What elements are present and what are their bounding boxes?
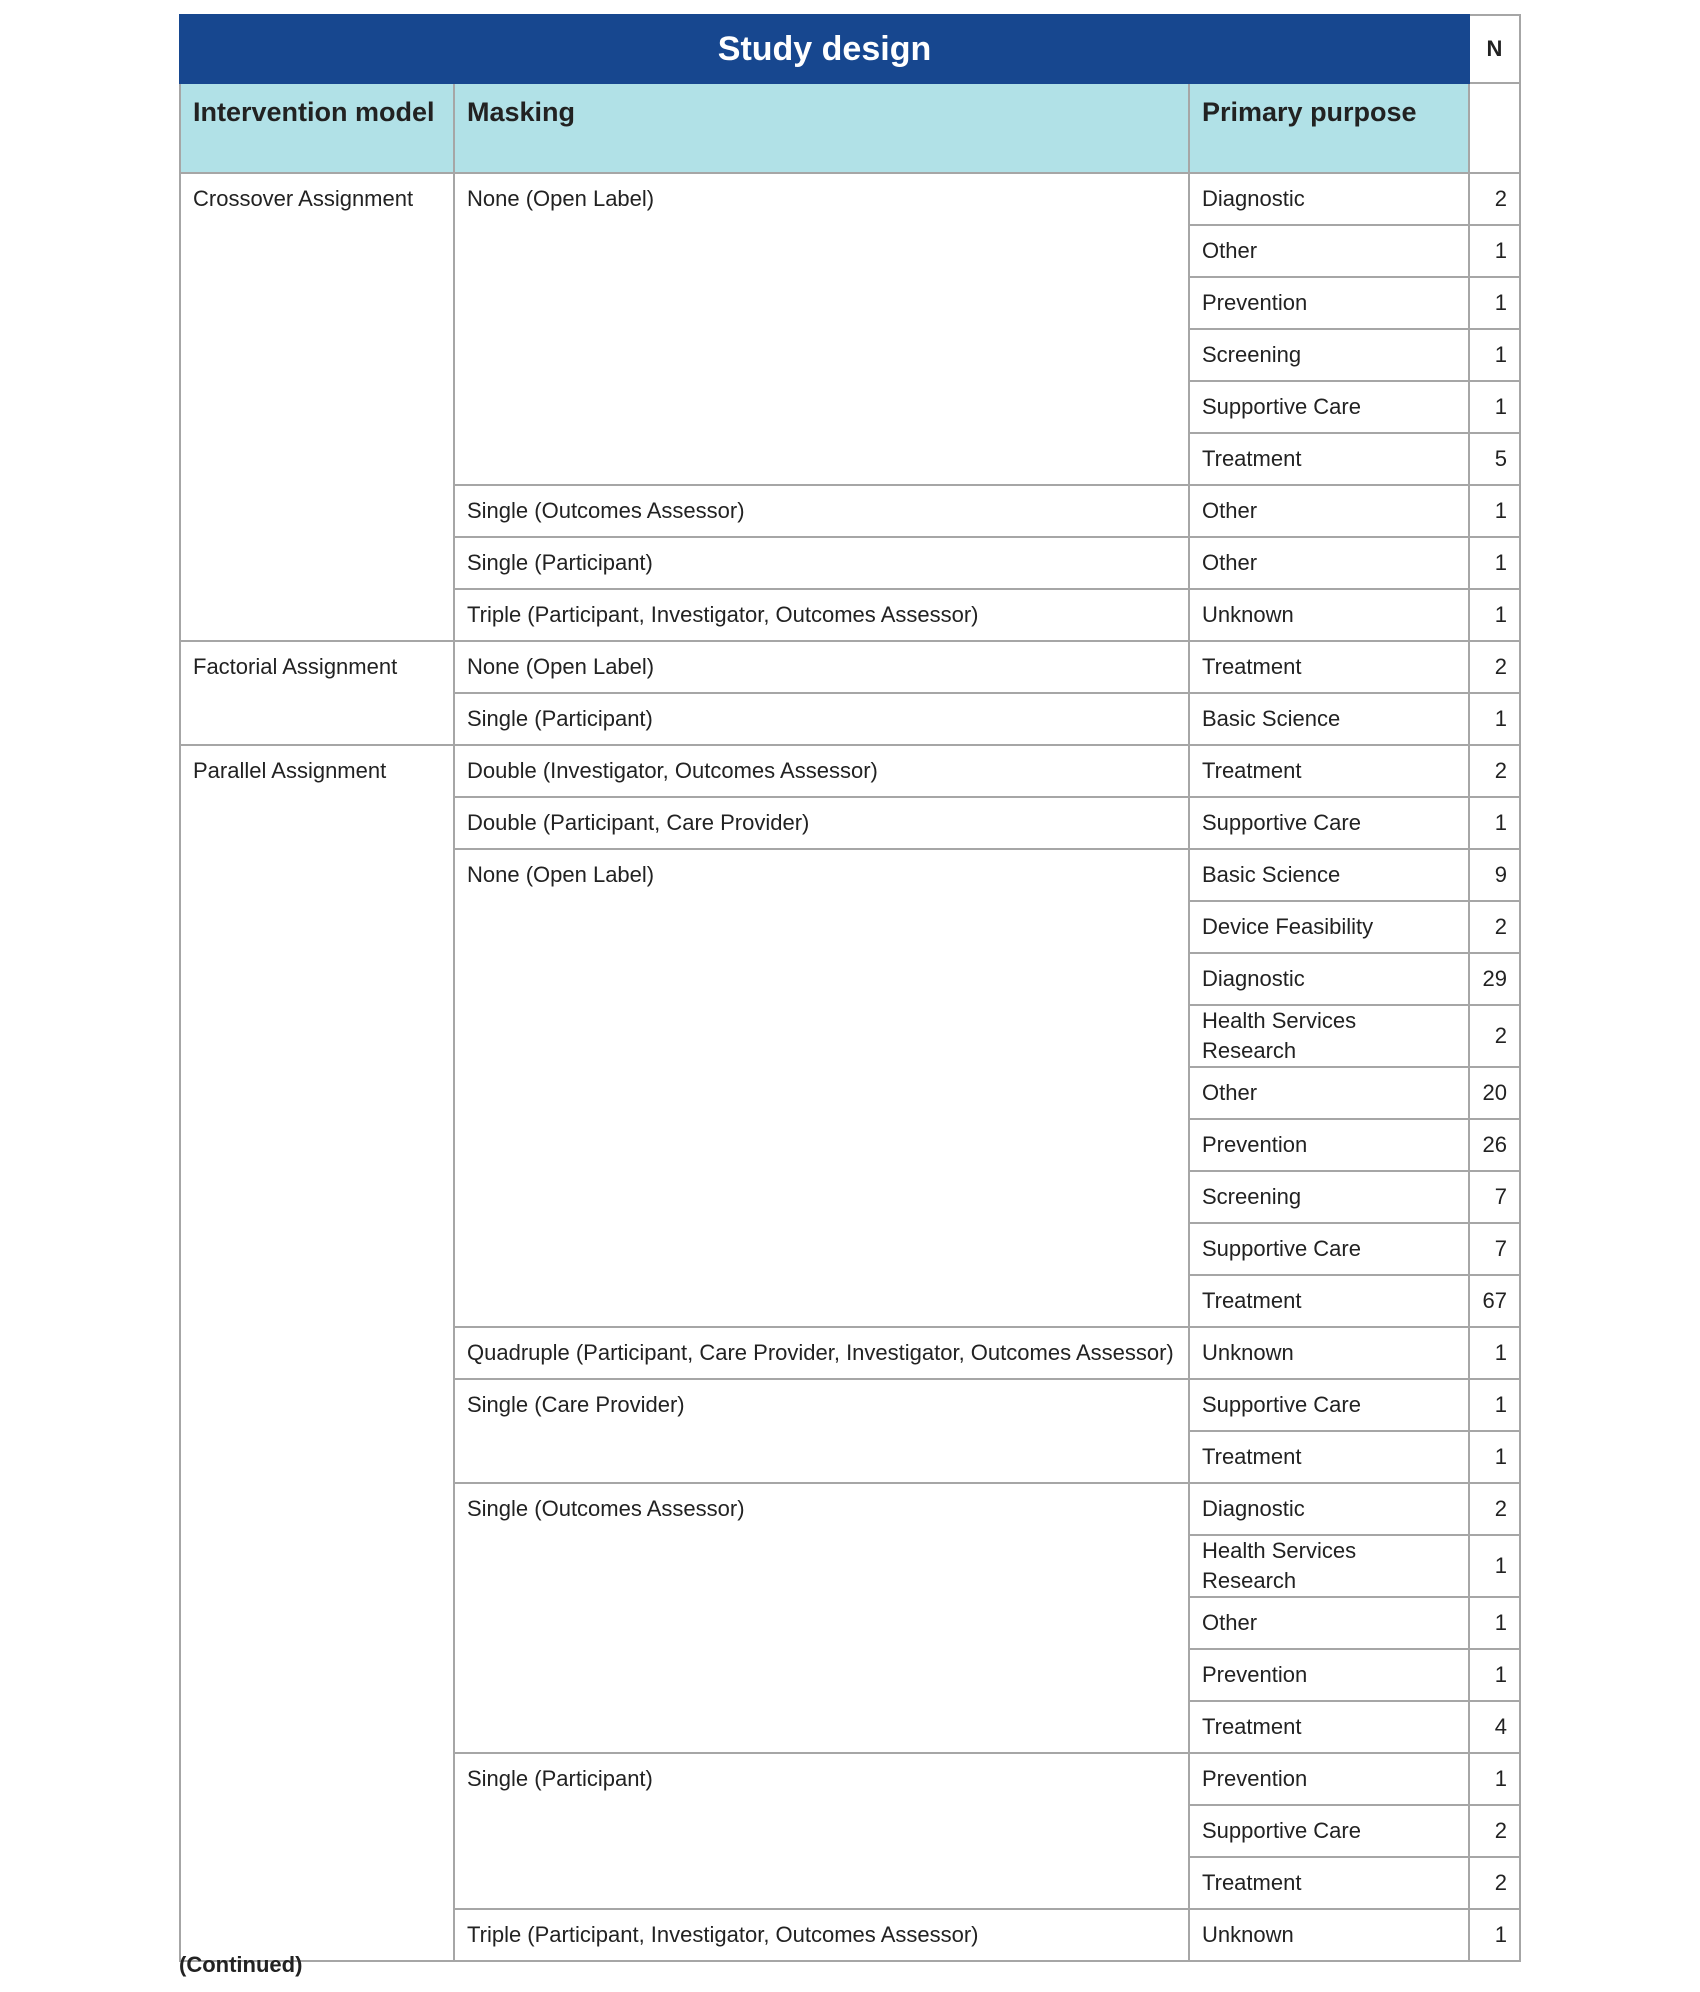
- table-row: [180, 745, 1520, 797]
- primary-purpose-cell: Screening: [1189, 1171, 1469, 1223]
- count-cell: 1: [1469, 1379, 1520, 1431]
- masking-cell: Double (Participant, Care Provider): [454, 797, 1189, 849]
- table-row: [180, 173, 1520, 225]
- primary-purpose-cell: Prevention: [1189, 1753, 1469, 1805]
- count-cell: 2: [1469, 1805, 1520, 1857]
- primary-purpose-cell: Treatment: [1189, 745, 1469, 797]
- primary-purpose-cell: Health Services Research: [1189, 1535, 1469, 1597]
- count-cell: 1: [1469, 381, 1520, 433]
- count-cell: 2: [1469, 1483, 1520, 1535]
- masking-cell: Quadruple (Participant, Care Provider, Investigator, Outcomes Assessor): [454, 1327, 1189, 1379]
- count-cell: 2: [1469, 1857, 1520, 1909]
- masking-cell: None (Open Label): [454, 173, 1189, 485]
- primary-purpose-cell: Other: [1189, 1597, 1469, 1649]
- count-cell: 2: [1469, 641, 1520, 693]
- count-cell: 1: [1469, 1909, 1520, 1961]
- primary-purpose-cell: Unknown: [1189, 1327, 1469, 1379]
- count-cell: 1: [1469, 537, 1520, 589]
- primary-purpose-cell: Other: [1189, 485, 1469, 537]
- primary-purpose-cell: Treatment: [1189, 1701, 1469, 1753]
- primary-purpose-cell: Screening: [1189, 329, 1469, 381]
- primary-purpose-cell: Other: [1189, 225, 1469, 277]
- column-header-masking: Masking: [454, 83, 1189, 173]
- n-column-header: N: [1469, 15, 1520, 83]
- primary-purpose-cell: Prevention: [1189, 1649, 1469, 1701]
- count-cell: 29: [1469, 953, 1520, 1005]
- masking-cell: Triple (Participant, Investigator, Outcomes Assessor): [454, 1909, 1189, 1961]
- masking-cell: Single (Participant): [454, 693, 1189, 745]
- primary-purpose-cell: Supportive Care: [1189, 1379, 1469, 1431]
- table-title: Study design: [180, 15, 1469, 83]
- count-cell: 1: [1469, 485, 1520, 537]
- table-row: [180, 641, 1520, 693]
- intervention-model-cell: Parallel Assignment: [180, 745, 454, 1961]
- count-cell: 1: [1469, 1431, 1520, 1483]
- primary-purpose-cell: Treatment: [1189, 433, 1469, 485]
- primary-purpose-cell: Prevention: [1189, 277, 1469, 329]
- count-cell: 1: [1469, 1649, 1520, 1701]
- study-design-table: [179, 14, 1521, 1962]
- count-cell: 1: [1469, 277, 1520, 329]
- primary-purpose-cell: Basic Science: [1189, 849, 1469, 901]
- count-cell: 26: [1469, 1119, 1520, 1171]
- primary-purpose-cell: Basic Science: [1189, 693, 1469, 745]
- count-cell: 1: [1469, 1753, 1520, 1805]
- primary-purpose-cell: Unknown: [1189, 589, 1469, 641]
- masking-cell: None (Open Label): [454, 641, 1189, 693]
- count-cell: 4: [1469, 1701, 1520, 1753]
- primary-purpose-cell: Prevention: [1189, 1119, 1469, 1171]
- table-body: [180, 173, 1520, 1961]
- count-cell: 1: [1469, 225, 1520, 277]
- masking-cell: Single (Outcomes Assessor): [454, 1483, 1189, 1753]
- continued-note: (Continued): [179, 1952, 303, 1977]
- primary-purpose-cell: Treatment: [1189, 1857, 1469, 1909]
- masking-cell: Single (Participant): [454, 1753, 1189, 1909]
- count-cell: 2: [1469, 901, 1520, 953]
- primary-purpose-cell: Supportive Care: [1189, 1223, 1469, 1275]
- n-column-header-spacer: [1469, 83, 1520, 173]
- count-cell: 1: [1469, 1597, 1520, 1649]
- primary-purpose-cell: Diagnostic: [1189, 173, 1469, 225]
- primary-purpose-cell: Other: [1189, 1067, 1469, 1119]
- count-cell: 1: [1469, 1535, 1520, 1597]
- intervention-model-cell: Crossover Assignment: [180, 173, 454, 641]
- intervention-model-cell: Factorial Assignment: [180, 641, 454, 745]
- count-cell: 67: [1469, 1275, 1520, 1327]
- primary-purpose-cell: Supportive Care: [1189, 1805, 1469, 1857]
- primary-purpose-cell: Diagnostic: [1189, 1483, 1469, 1535]
- masking-cell: Single (Outcomes Assessor): [454, 485, 1189, 537]
- masking-cell: None (Open Label): [454, 849, 1189, 1327]
- primary-purpose-cell: Supportive Care: [1189, 381, 1469, 433]
- count-cell: 7: [1469, 1223, 1520, 1275]
- primary-purpose-cell: Other: [1189, 537, 1469, 589]
- count-cell: 1: [1469, 797, 1520, 849]
- masking-cell: Single (Care Provider): [454, 1379, 1189, 1483]
- masking-cell: Single (Participant): [454, 537, 1189, 589]
- masking-cell: Triple (Participant, Investigator, Outcomes Assessor): [454, 589, 1189, 641]
- study-design-table-container: [179, 14, 1521, 1962]
- primary-purpose-cell: Unknown: [1189, 1909, 1469, 1961]
- count-cell: 2: [1469, 173, 1520, 225]
- count-cell: 1: [1469, 1327, 1520, 1379]
- count-cell: 2: [1469, 745, 1520, 797]
- count-cell: 1: [1469, 693, 1520, 745]
- count-cell: 1: [1469, 589, 1520, 641]
- primary-purpose-cell: Treatment: [1189, 1275, 1469, 1327]
- primary-purpose-cell: Health Services Research: [1189, 1005, 1469, 1067]
- primary-purpose-cell: Diagnostic: [1189, 953, 1469, 1005]
- column-header-primary-purpose: Primary purpose: [1189, 83, 1469, 173]
- count-cell: 9: [1469, 849, 1520, 901]
- primary-purpose-cell: Device Feasibility: [1189, 901, 1469, 953]
- column-header-intervention-model: Intervention model: [180, 83, 454, 173]
- count-cell: 7: [1469, 1171, 1520, 1223]
- count-cell: 20: [1469, 1067, 1520, 1119]
- count-cell: 5: [1469, 433, 1520, 485]
- primary-purpose-cell: Treatment: [1189, 641, 1469, 693]
- masking-cell: Double (Investigator, Outcomes Assessor): [454, 745, 1189, 797]
- count-cell: 2: [1469, 1005, 1520, 1067]
- primary-purpose-cell: Treatment: [1189, 1431, 1469, 1483]
- count-cell: 1: [1469, 329, 1520, 381]
- primary-purpose-cell: Supportive Care: [1189, 797, 1469, 849]
